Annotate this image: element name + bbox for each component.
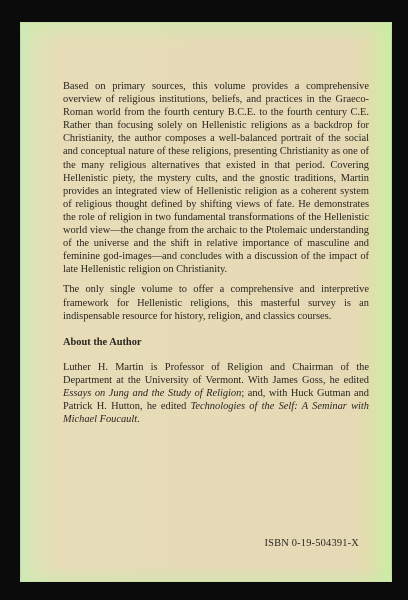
cover-text <box>63 80 369 433</box>
description-paragraph: Based on primary sources, this volume provides a comprehensive overview of religious institutions, beliefs, and practices in the Graeco-Roman world from the fourth century B.C.E. to the fourth century C.E. Rather than focusing solely on Hellenistic religions as a backdrop for Christianity, the author composes a well-balanced portrait of the social and conceptual nature of these religions, presenting Christianity as one of the many religious alternatives that existed in that period. Covering Hellenistic piety, the mystery cults, and the gnostic traditions, Martin provides an integrated view of Hellenistic religion as a coherent system of religious thought defined by shifting views of fate. He demonstrates the role of religion in two fundamental transformations of the Hellenistic world view—the change from the archaic to the Ptolemaic understanding of the universe and the shift in relative importance of masculine and feminine god-images—and concludes with a discussion of the impact of late Hellenistic religion on Christianity. <box>63 81 369 276</box>
book-back-cover <box>20 22 392 582</box>
book-title-1: Essays on Jung and the Study of Religion <box>63 387 242 399</box>
author-bio <box>63 361 369 426</box>
about-author-heading: About the Author <box>63 336 142 348</box>
isbn-label: ISBN 0-19-504391-X <box>264 538 359 549</box>
bio-text-start: Luther H. Martin is Professor of Religion and Chairman of the Department at the University of Vermont. With James Goss, he edited <box>63 361 369 386</box>
summary-paragraph: The only single volume to offer a comprehensive and interpretive framework for Hellenistic religions, this masterful survey is an indispensable resource for history, religion, and classics courses. <box>63 284 369 322</box>
bio-text-middle: ; and, with Huck Gutman and Patrick H. Hutton, he edited <box>63 387 369 413</box>
bio-text-end: . <box>137 414 140 426</box>
book-title-2: Technologies of the Self: A Seminar with Michael Foucault <box>63 401 369 426</box>
